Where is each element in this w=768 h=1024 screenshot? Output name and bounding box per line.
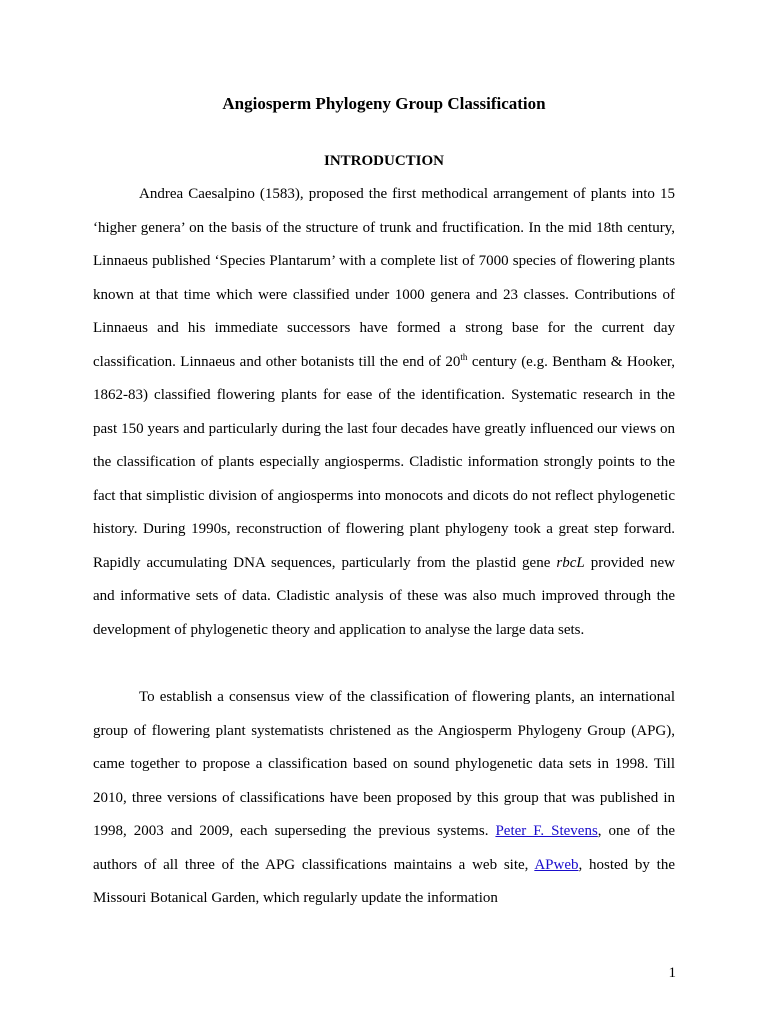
paragraph-1-text (93, 178, 675, 647)
document-title: Angiosperm Phylogeny Group Classification (222, 94, 546, 113)
link-apweb[interactable]: APweb (534, 856, 579, 873)
paragraph-2-text (93, 681, 675, 916)
page-number: 1 (668, 965, 676, 981)
para2-text-part-2: , one of the authors of all three of the APG classifications maintains a web site, (93, 823, 675, 873)
link-peter-f-stevens[interactable]: Peter F. Stevens (495, 823, 598, 839)
para2-text-part-1: To establish a consensus view of the classification of flowering plants, an international group of flowering plant systematists christened as the Angiosperm Phylogeny Group (APG), came together to propose a classification based on sound phylogenetic data sets in 1998. Till 2010, three versions of classifications have been proposed by this group that was published in 1998, 2003 and 2009, each superseding the previous systems. (93, 689, 675, 839)
superscript-th: th (460, 351, 468, 362)
paragraph-2 (93, 681, 675, 916)
gene-name-rbcl: rbcL (556, 554, 585, 571)
para1-text-part-3: provided new and informative sets of data. Cladistic analysis of these was also much improved through the development of phylogenetic theory and application to analyse the large data sets. (93, 554, 676, 638)
para1-text-part-1: Andrea Caesalpino (1583), proposed the first methodical arrangement of plants into 15 ‘higher genera’ on the basis of the structure of trunk and fructification. In the mid 18th century, Linnaeus published ‘Species Plantarum’ with a complete list of 7000 species of flowering plants known at that time which were classified under 1000 genera and 23 classes. Contributions of Linnaeus and his immediate successors have formed a strong base for the current day classification. Linnaeus and other botanists till the end of 20 (93, 186, 675, 370)
para1-text-part-2: century (e.g. Bentham & Hooker, 1862-83) classified flowering plants for ease of the identification. Systematic research in the past 150 years and particularly during the last four decades have greatly influenced our views on the classification of plants especially angiosperms. Cladistic information strongly points to the fact that simplistic division of angiosperms into monocots and dicots do not reflect phylogenetic history. During 1990s, reconstruction of flowering plant phylogeny took a great step forward. Rapidly accumulating DNA sequences, particularly from the plastid gene (93, 353, 675, 571)
paragraph-1 (93, 178, 675, 647)
section-heading-introduction: INTRODUCTION (323, 153, 444, 169)
para2-text-part-3: , hosted by the Missouri Botanical Garden, which regularly update the information (93, 856, 675, 906)
